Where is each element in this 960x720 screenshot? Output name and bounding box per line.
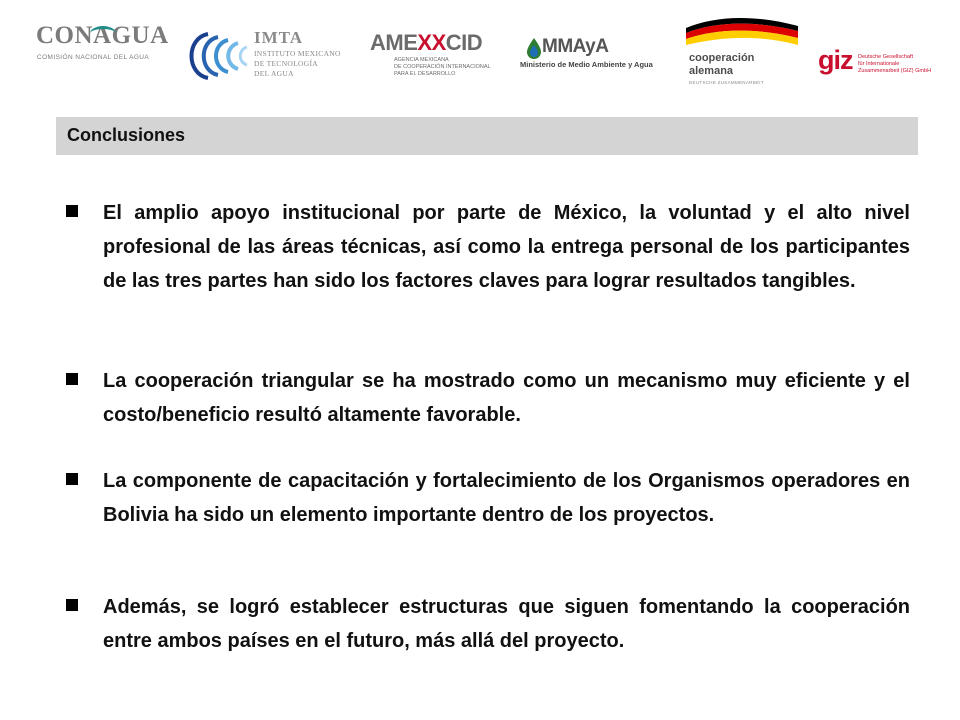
conagua-logo [36, 22, 169, 72]
mmaya-wordmark: MMAyA [542, 36, 609, 57]
giz-logo [818, 45, 938, 84]
bullet-text: El amplio apoyo institucional por parte de México, la voluntad y el alto nivel profesional de las áreas técnicas, así como la entrega personal de los participantes de las tres partes han sido los factores claves para lograr resultados tangibles. [103, 202, 910, 292]
mmaya-subtitle: Ministerio de Medio Ambiente y Agua [520, 60, 653, 69]
square-bullet-icon [66, 473, 78, 485]
cooperacion-alemana-logo [684, 14, 800, 90]
title-bar [56, 117, 918, 155]
square-bullet-icon [66, 205, 78, 217]
conagua-arc-icon [90, 26, 116, 41]
conagua-wordmark: CONAGUA [36, 22, 169, 49]
bullet-text: La componente de capacitación y fortalecimiento de los Organismos operadores en Bolivia ha sido un elemento importante dentro de los proyectos. [103, 470, 910, 526]
bullet-text: La cooperación triangular se ha mostrado como un mecanismo muy eficiente y el costo/beneficio resultó altamente favorable. [103, 370, 910, 426]
imta-wordmark: IMTA [254, 28, 304, 47]
cooperacion-word: cooperación [689, 52, 755, 64]
square-bullet-icon [66, 599, 78, 611]
amexcid-wordmark: AMEXXCID [370, 30, 483, 55]
german-flag-swoosh-icon [684, 14, 800, 54]
deutsche-zusammenarbeit-text: DEUTSCHE ZUSAMMENARBEIT [689, 80, 764, 85]
bullet-text: Además, se logró establecer estructuras que siguen fomentando la cooperación entre ambos países en el futuro, más allá del proyecto. [103, 596, 910, 652]
alemana-word: alemana [689, 65, 734, 77]
giz-line-1: Deutsche Gesellschaft [858, 54, 914, 60]
imta-logo [180, 28, 340, 88]
amexcid-line-2: DE COOPERACIÓN INTERNACIONAL [394, 64, 491, 70]
amexcid-line-3: PARA EL DESARROLLO [394, 71, 456, 77]
imta-line-2: DE TECNOLOGÍA [254, 59, 318, 68]
conagua-subtitle: COMISIÓN NACIONAL DEL AGUA [37, 54, 150, 61]
imta-line-1: INSTITUTO MEXICANO [254, 49, 341, 58]
giz-line-2: für Internationale [858, 61, 900, 67]
giz-line-3: Zusammenarbeit (GIZ) GmbH [858, 68, 932, 74]
amexcid-logo [370, 30, 500, 80]
imta-line-3: DEL AGUA [254, 69, 294, 78]
amexcid-line-1: AGENCIA MEXICANA [394, 57, 449, 63]
square-bullet-icon [66, 373, 78, 385]
imta-waves-icon [180, 28, 250, 83]
logo-strip [0, 0, 960, 105]
page-title: Conclusiones [67, 125, 186, 145]
mmaya-logo [520, 34, 660, 74]
water-drop-icon [526, 37, 542, 59]
giz-wordmark: giz [818, 45, 853, 75]
